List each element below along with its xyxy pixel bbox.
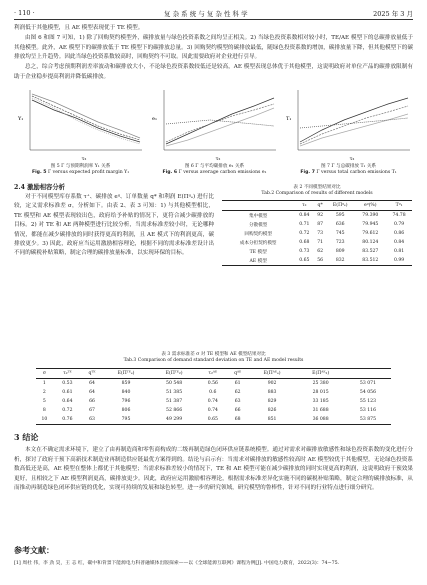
table-2-cell: 回购契约模型 [244,231,272,237]
table-2-cell: 92 [317,213,324,218]
table-2-cell: 0.79 [393,222,405,227]
table-3-cell: 8 [42,408,46,413]
table-2-cell: AE 模型 [249,258,267,264]
table-3-cell: 796 [121,399,131,404]
table-3-cell: 54 056 [359,390,376,395]
table-2-cell: 745 [335,231,345,236]
paragraph-summary: 总之，综合考虑预期利润差率波动和碳排放大小，不论绿色投资系数较低还是较高，AE 模型表现总体优于其他模型，这说明政府对单位产品的碳排放限制有助于企业稳步提高利润并降低碳排放。 [14,64,413,80]
table-3-cell: 851 [267,417,277,422]
table-3-cell: 902 [267,381,277,386]
table-3-header-cell: σ [42,371,46,376]
table-3-row [36,388,391,397]
table-2-cell: 集中模型 [248,213,268,219]
table-3-row [36,397,391,406]
table-2-row [222,247,412,256]
table-2-cell: 79.945 [362,222,379,227]
table-3-cell: 883 [267,390,277,395]
table-2-cell: 0.65 [299,258,310,263]
paragraph-fig-analysis: 由图 6 和图 7 可知，1) 除了回购契约模型外，碳排放量与绿色投资系数之间均呈正相关。2) 当绿色投资系数相对较小时，TE/AE 模型下的总碳排放量低于其他模型。此外，AE 模型下的碳排放低于 TE 模型下的碳排放总量。3) 回购契约模型的碳排放最低，随绿色投资系数的增加，碳排放量下降，但其他模型下的碳排放均呈上升趋势。因此当绿色投资系数较高时，回购契约不可取。因此需要政府对企业进行引导。 [14,35,413,61]
table-3-cell: 0.64 [62,399,73,404]
reference-1: [1] 周杜 伟，李 劲 昊，王 志 红，碳中和背景下能源电力科普融媒体出版探索——以《全球能源互联网》课程为例[J]. 中国电力教育，2022(3)：74−75. [14,561,340,566]
table-2-header-row [222,201,412,211]
table-3-header-cell: E(Πᴬᴱ₂) [312,371,330,376]
table-3-cell: 829 [267,399,277,404]
table-2-cell: 83.512 [362,258,379,263]
table-2-cell: 0.81 [393,249,405,254]
figure-5-plot [14,84,147,164]
table-3-cell: 64 [89,381,95,386]
table-3-cell: 53 116 [359,408,376,413]
page-number: · 110 · [14,9,35,17]
table-3-header-row [36,369,391,379]
table-3-cell: 806 [121,408,131,413]
table-3-cell: 49 299 [166,417,183,422]
table-2-cell: 83.527 [362,249,379,254]
table-3-cell: 64 [89,390,95,395]
table-2-cell: 0.99 [393,258,405,263]
table-2-cell: 636 [335,222,345,227]
table-3-cell: 0.74 [207,408,218,413]
table-3-row [36,406,391,415]
table-2-cell: 0.84 [299,213,310,218]
table-3-cell: 0.6 [209,390,217,395]
table-2-cell: 0.68 [299,240,310,245]
table-2-cell: 0.72 [299,231,310,236]
table-3-cell: 61 [234,381,241,386]
table-3-cell: 68 [234,417,241,422]
table-3-header-cell: qᴬᴱ [234,371,242,376]
figure-6 [148,84,281,164]
table-3-header-cell: τ₂ᵀᴱ [63,371,72,376]
table-3-row [36,379,391,389]
table-2-header-cell: q* [317,203,323,208]
table-3-cell: 5 [42,399,46,404]
table-2-cell: 80.124 [362,240,379,245]
table-2-cell: 0.84 [393,240,405,245]
table-3-cell: 33 185 [312,399,329,404]
table-3-header-cell: E(Πᵀᴱ₂) [165,371,183,376]
figure-5-xlabel: τ₂ [81,156,87,162]
table-3-cell: 0.74 [207,399,218,404]
table-3-header-cell: τ₂ᴬᴱ [208,371,218,376]
table-3-cell: 10 [41,417,48,422]
table-2-cell: 595 [335,213,345,218]
table-3-cell: 31 688 [312,408,329,413]
table-3-cell: 51 387 [166,399,183,404]
table-2-cell: 0.86 [393,231,405,236]
table-2-header-cell: Tᵍ₁ [395,203,403,208]
figure-7-plot [282,84,415,164]
figure-6-caption: 图 6 Γ 与平均碳排放 e₁ 关系 Fig. 6 Γ versus average carbon emissions e₁ [162,164,267,175]
table-3-caption: 表 3 需求标准差 σ 对 TE 模型和 AE 模型结果对比 Tab.3 Comparison of demand standard deviation on TE and AE model results [123,352,304,363]
figure-5-caption: 图 5 Γ 与预期利润率 Y₁ 关系 Fig. 5 Γ versus expected profit margin Y₁ [31,164,130,175]
table-3-cell: 25 380 [312,381,329,386]
table-3-cell: 826 [267,408,277,413]
table-2-row [222,238,412,247]
table-3-cell: 36 088 [312,417,329,422]
table-3-cell: 1 [42,381,46,386]
table-3-cell: 63 [89,417,95,422]
table-3-cell: 63 [234,399,241,404]
table-3-cell: 859 [121,381,131,386]
table-2-cell: 0.73 [299,249,310,254]
table-2-cell: 832 [335,258,345,263]
table-2-cell: 74.78 [392,213,406,218]
table-3-cell: 66 [89,399,95,404]
table-2-cell: 0.71 [299,222,310,227]
issue-date: 2025 年 3 月 [373,10,413,18]
references-title: 参考文献： [14,545,54,555]
table-2-header-cell: eᵍ(%) [364,203,377,208]
table-2-cell: 809 [335,249,345,254]
table-2-cell: 成本分担契约模型 [239,240,277,246]
table-2-row [222,220,412,229]
table-2-cell: TE 模型 [249,249,267,255]
figure-6-plot [148,84,281,164]
table-3-cell: 0.53 [62,381,73,386]
table-2-cell: 723 [335,240,345,245]
table-2-row [222,211,412,221]
journal-name: 复 杂 系 统 与 复 杂 性 科 学 [164,10,248,18]
table-3-cell: 66 [234,408,241,413]
table-3-cell: 67 [89,408,95,413]
table-2-cell: 71 [317,240,324,245]
table-3-cell: 50 548 [166,381,183,386]
paragraph-continued: 利润低于其他模型，且 AE 模型表现优于 TE 模型。 [14,25,144,31]
table-3-cell: 28 015 [312,390,329,395]
table-3-header-cell: E(Πᴬᴱₑ) [263,371,281,376]
figure-7-xlabel: τ₂ [349,156,355,162]
table-3-cell: 62 [234,390,241,395]
table-3-cell: 55 123 [359,399,376,404]
table-3-header-cell: qᵀᴱ [88,371,96,376]
figure-7-caption: 图 7 Γ 与总碳排放 T₁ 关系 Fig. 7 Γ versus total carbon emissions T₁ [300,164,397,175]
figure-5 [14,84,147,164]
figure-6-xlabel: τ₂ [215,156,221,162]
figure-7 [282,84,415,164]
table-2-header-cell [222,201,294,211]
section-3-title: 3 结论 [14,432,39,442]
table-2-row [222,256,412,266]
table-3-cell: 0.56 [207,381,218,386]
table-3-cell: 53 071 [359,381,376,386]
table-2-cell: 分散模型 [248,222,268,228]
table-3-row [36,415,391,425]
table-3-cell: 0.76 [62,417,73,422]
table-2-cell: 73 [317,231,324,236]
table-2-header-cell: E(Πᵍₑ) [332,203,348,208]
section-3-body: 本文在不确定需求环境下，建立了由再制造商和零售商构成的二级再制造绿色闭环供应链系统模型。通过对需求对碳排放敏感性和绿色投资系数的变化进行分析，探讨了政府干预下高新技术制造业再制造供应链最优方案得到的。结论与启示有：当需求对碳排放的敏感性较高时 AE 模型较优于其他模型，无论绿色投资系数高低还是高，AE 模型在整体上都优于其他模型；当需求标准差较小的情况下，TE 和 AE 模型可能在减少碳排放的同时实现更高的利润，这说明政府干预效果更好，且相较之下 AE 模型利润更高，碳排放更少。因此，政府应运用激励相容理论，根据需求标准差异化实施不同的碳税补贴策略，制定合理的碳排放标准，从而推动再制造绿色闭环供应链的优化，实现可持续的发展和绿色转型。进一步的研究领域，研究模型的鲁棒性，针对不同的行业特点进行细分研究。 [14,447,413,492]
table-3-cell: 0.65 [207,417,218,422]
table-3-cell: 795 [121,417,131,422]
table-2-row [222,229,412,238]
section-2-4-title: 2.4 激励相容分析 [14,184,65,191]
table-3-cell: 51 385 [166,390,183,395]
table-3-cell: 0.61 [62,390,73,395]
table-3-cell: 0.72 [62,408,73,413]
table-2 [222,200,412,266]
figure-5-ylabel: Y₁ [18,116,24,122]
running-header [14,8,413,20]
table-3-cell: 840 [121,390,131,395]
table-3-cell: 52 866 [166,408,183,413]
table-2-header-cell: τ₂ [302,203,307,208]
table-2-cell: 56 [317,258,324,263]
table-3-cell: 2 [42,390,46,395]
figure-6-ylabel: e₁ [152,116,157,122]
table-2-cell: 79.390 [362,213,379,218]
section-2-4-body: 对于不同模型库存系数 τ⁺、碳排放 eᵍ、订单数量 q* 和利润 E(Πᵍₑ) 进行比较，定义需求标准差 σ，分析如下。由表 2、表 3 可知：1) 与其他模型相比，TE 模型和 AE 模型表现较出色，政府给予补贴的情况下，更符合减少碳排放的目标。2) 对 TE 和 AE 两种模型进行比较分析，当需求标准差较小时，无论哪种情况，都能在减少碳排放的同时获得更高的利润，且 AE 模式下的利润更高，碳排放更少。3) 因此，政府应当运用激励相容理论，根据不同的需求标准差设计出不同的碳税补贴策略，制定合理的碳排放量标准，以实现环保的目标。 [14,194,214,257]
table-2-cell: 87 [317,222,324,227]
figure-7-ylabel: T₁ [286,116,292,122]
table-2-caption: 表 2 不同模型结果对比 Tab.2 Comparison of results of different models [261,185,373,196]
table-3-header-cell: E(Πᵀᴱₑ) [117,371,135,376]
table-2-cell: 79.612 [362,231,379,236]
table-3-cell: 53 875 [359,417,376,422]
table-2-cell: 62 [317,249,324,254]
table-3 [36,368,391,425]
